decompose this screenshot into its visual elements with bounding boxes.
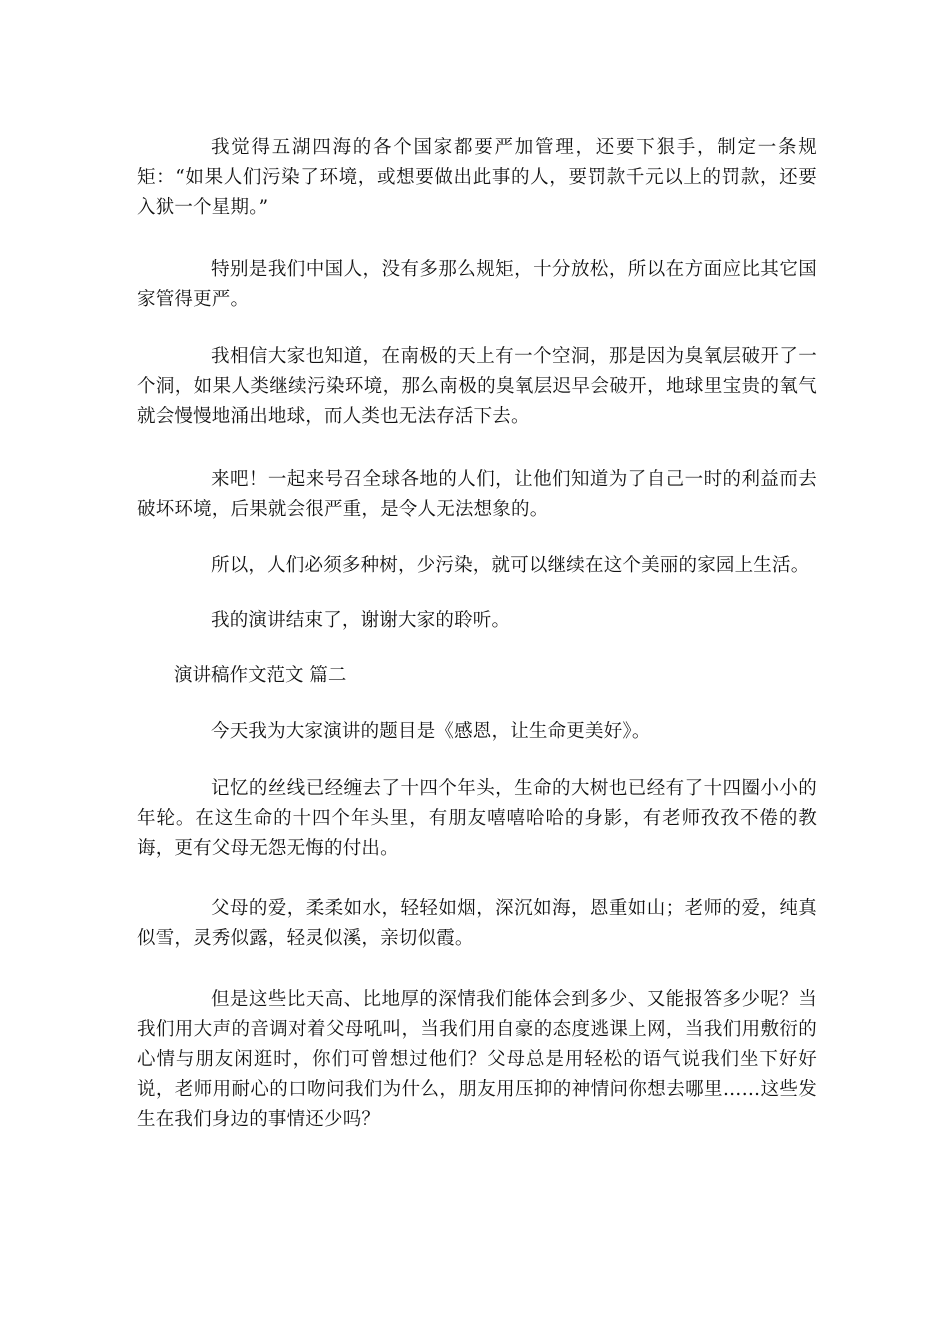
paragraph-call-to-action: 来吧！一起来号召全球各地的人们，让他们知道为了自己一时的利益而去破坏环境，后果就会很严重，是令人无法想象的。 bbox=[137, 469, 817, 520]
paragraph-regulation: 我觉得五湖四海的各个国家都要严加管理，还要下狠手，制定一条规矩：“如果人们污染了环境，或想要做出此事的人，要罚款千元以上的罚款，还要入狱一个星期。” bbox=[137, 137, 817, 218]
paragraph-ozone-hole: 我相信大家也知道，在南极的天上有一个空洞，那是因为臭氧层破开了一个洞，如果人类继续污染环境，那么南极的臭氧层迟早会破开，地球里宝贵的氧气就会慢慢地涌出地球，而人类也无法存活下去。 bbox=[137, 346, 817, 427]
paragraph-gratitude-question: 但是这些比天高、比地厚的深情我们能体会到多少、又能报答多少呢？当我们用大声的音调对着父母吼叫，当我们用自豪的态度逃课上网，当我们用敷衍的心情与朋友闲逛时，你们可曾想过他们？父母总是用轻松的语气说我们坐下好好说，老师用耐心的口吻问我们为什么，朋友用压抑的神情问你想去哪里……这些发生在我们身边的事情还少吗？ bbox=[137, 989, 817, 1130]
paragraph-parents-love: 父母的爱，柔柔如水，轻轻如烟，深沉如海，恩重如山；老师的爱，纯真似雪，灵秀似露，轻灵似溪，亲切似霞。 bbox=[137, 898, 817, 949]
paragraph-speech-topic: 今天我为大家演讲的题目是《感恩，让生命更美好》。 bbox=[211, 721, 651, 742]
paragraph-memory: 记忆的丝线已经缠去了十四个年头，生命的大树也已经有了十四圈小小的年轮。在这生命的十四个年头里，有朋友嘻嘻哈哈的身影，有老师孜孜不倦的教诲，更有父母无怨无悔的付出。 bbox=[137, 778, 817, 859]
paragraph-speech-end: 我的演讲结束了，谢谢大家的聆听。 bbox=[211, 610, 511, 631]
paragraph-chinese-people: 特别是我们中国人，没有多那么规矩，十分放松，所以在方面应比其它国家管得更严。 bbox=[137, 259, 817, 310]
section-heading: 演讲稿作文范文 篇二 bbox=[174, 665, 347, 686]
paragraph-plant-trees: 所以，人们必须多种树，少污染，就可以继续在这个美丽的家园上生活。 bbox=[211, 555, 810, 576]
